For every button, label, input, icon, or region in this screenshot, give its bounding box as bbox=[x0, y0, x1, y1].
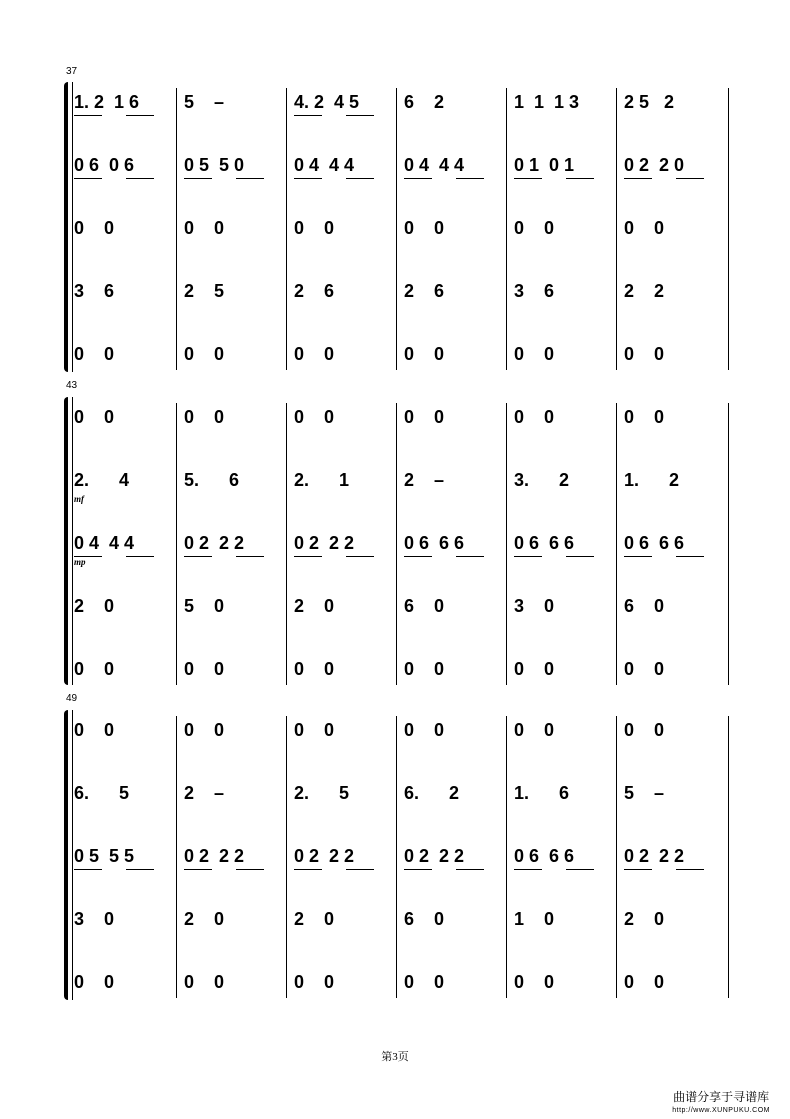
beam-line bbox=[404, 869, 432, 870]
notation-cell: 0 2 2 2 bbox=[294, 846, 355, 866]
beam-line bbox=[676, 869, 704, 870]
notation-cell: 2 – bbox=[184, 783, 225, 803]
beam-line bbox=[236, 178, 264, 179]
notation-cell: 6 0 bbox=[404, 909, 445, 929]
notation-cell: 2 2 bbox=[624, 281, 665, 301]
beam-line bbox=[624, 178, 652, 179]
notation-cell: 0 0 bbox=[624, 344, 665, 364]
beam-line bbox=[294, 178, 322, 179]
notation-cell: 2 6 bbox=[404, 281, 445, 301]
system-brace bbox=[64, 397, 68, 685]
notation-cell: 0 0 bbox=[74, 720, 115, 740]
barline bbox=[396, 716, 397, 998]
notation-cell: 2 0 bbox=[74, 596, 115, 616]
notation-cell: 2 0 bbox=[294, 596, 335, 616]
beam-line bbox=[74, 869, 102, 870]
watermark bbox=[672, 1090, 770, 1118]
notation-cell: 0 0 bbox=[514, 720, 555, 740]
notation-cell: 5. 6 bbox=[184, 470, 240, 490]
beam-line bbox=[74, 115, 102, 116]
system-number: 49 bbox=[66, 693, 78, 704]
beam-line bbox=[456, 556, 484, 557]
notation-cell: 0 0 bbox=[514, 972, 555, 992]
barline bbox=[396, 403, 397, 685]
notation-cell: 0 4 4 4 bbox=[294, 155, 355, 175]
notation-cell: 0 6 0 6 bbox=[74, 155, 135, 175]
watermark-url: http://www.XUNPUKU.COM bbox=[672, 1107, 770, 1114]
notation-cell: 0 0 bbox=[294, 344, 335, 364]
notation-cell: 3 6 bbox=[514, 281, 555, 301]
barline bbox=[616, 88, 617, 370]
beam-line bbox=[514, 556, 542, 557]
notation-cell: 0 0 bbox=[294, 972, 335, 992]
notation-cell: 0 2 2 2 bbox=[624, 846, 685, 866]
notation-cell: 0 0 bbox=[514, 659, 555, 679]
notation-cell: 0 0 bbox=[404, 659, 445, 679]
notation-cell: 2 – bbox=[404, 470, 445, 490]
beam-line bbox=[294, 869, 322, 870]
notation-cell: 0 0 bbox=[74, 407, 115, 427]
notation-cell: 3 0 bbox=[514, 596, 555, 616]
beam-line bbox=[566, 178, 594, 179]
notation-cell: 0 0 bbox=[514, 218, 555, 238]
notation-cell: 0 0 bbox=[404, 720, 445, 740]
notation-cell: 0 0 bbox=[74, 972, 115, 992]
notation-cell: 0 0 bbox=[404, 344, 445, 364]
beam-line bbox=[74, 178, 102, 179]
dynamic-mark: mp bbox=[74, 557, 86, 567]
beam-line bbox=[624, 869, 652, 870]
notation-cell: 0 5 5 5 bbox=[74, 846, 135, 866]
barline bbox=[176, 403, 177, 685]
beam-line bbox=[346, 869, 374, 870]
barline bbox=[506, 716, 507, 998]
notation-cell: 0 4 4 4 bbox=[404, 155, 465, 175]
beam-line bbox=[236, 556, 264, 557]
notation-cell: 4. 2 4 5 bbox=[294, 92, 360, 112]
notation-cell: 0 5 5 0 bbox=[184, 155, 245, 175]
notation-cell: 0 0 bbox=[184, 720, 225, 740]
notation-cell: 6. 2 bbox=[404, 783, 460, 803]
beam-line bbox=[126, 869, 154, 870]
barline bbox=[728, 88, 729, 370]
beam-line bbox=[126, 115, 154, 116]
notation-cell: 0 0 bbox=[294, 720, 335, 740]
notation-cell: 2 0 bbox=[294, 909, 335, 929]
notation-cell: 0 0 bbox=[404, 407, 445, 427]
beam-line bbox=[404, 178, 432, 179]
notation-cell: 2 5 2 bbox=[624, 92, 675, 112]
notation-cell: 6 0 bbox=[404, 596, 445, 616]
notation-cell: 6 2 bbox=[404, 92, 445, 112]
notation-cell: 0 0 bbox=[184, 344, 225, 364]
notation-cell: 1 0 bbox=[514, 909, 555, 929]
notation-cell: 0 0 bbox=[624, 218, 665, 238]
system-number: 43 bbox=[66, 380, 78, 391]
barline bbox=[396, 88, 397, 370]
notation-cell: 3. 2 bbox=[514, 470, 570, 490]
barline bbox=[616, 716, 617, 998]
notation-cell: 0 0 bbox=[184, 218, 225, 238]
notation-cell: 0 0 bbox=[294, 659, 335, 679]
notation-cell: 3 6 bbox=[74, 281, 115, 301]
notation-cell: 0 1 0 1 bbox=[514, 155, 575, 175]
notation-cell: 2 6 bbox=[294, 281, 335, 301]
notation-cell: 0 0 bbox=[184, 407, 225, 427]
dynamic-mark: mf bbox=[74, 494, 84, 504]
notation-cell: 0 2 2 2 bbox=[404, 846, 465, 866]
notation-cell: 0 6 6 6 bbox=[514, 533, 575, 553]
notation-cell: 2. 1 bbox=[294, 470, 350, 490]
notation-cell: 6 0 bbox=[624, 596, 665, 616]
notation-cell: 0 0 bbox=[624, 407, 665, 427]
system-brace bbox=[64, 82, 68, 372]
notation-cell: 0 4 4 4 bbox=[74, 533, 135, 553]
notation-cell: 1. 2 1 6 bbox=[74, 92, 140, 112]
beam-line bbox=[346, 178, 374, 179]
notation-cell: 0 0 bbox=[404, 218, 445, 238]
beam-line bbox=[624, 556, 652, 557]
notation-cell: 0 0 bbox=[184, 972, 225, 992]
barline bbox=[728, 403, 729, 685]
notation-cell: 0 6 6 6 bbox=[404, 533, 465, 553]
beam-line bbox=[404, 556, 432, 557]
notation-cell: 0 6 6 6 bbox=[514, 846, 575, 866]
notation-cell: 0 0 bbox=[624, 659, 665, 679]
beam-line bbox=[184, 869, 212, 870]
beam-line bbox=[184, 178, 212, 179]
notation-cell: 2. 4 bbox=[74, 470, 130, 490]
beam-line bbox=[456, 178, 484, 179]
beam-line bbox=[566, 556, 594, 557]
barline bbox=[616, 403, 617, 685]
notation-cell: 0 0 bbox=[404, 972, 445, 992]
notation-cell: 5 – bbox=[184, 92, 225, 112]
barline bbox=[286, 403, 287, 685]
beam-line bbox=[126, 556, 154, 557]
notation-cell: 0 0 bbox=[514, 407, 555, 427]
beam-line bbox=[676, 556, 704, 557]
system-number: 37 bbox=[66, 66, 78, 77]
beam-line bbox=[566, 869, 594, 870]
notation-cell: 0 0 bbox=[74, 659, 115, 679]
notation-cell: 2 0 bbox=[184, 909, 225, 929]
beam-line bbox=[346, 115, 374, 116]
beam-line bbox=[346, 556, 374, 557]
notation-cell: 0 0 bbox=[624, 720, 665, 740]
barline bbox=[728, 716, 729, 998]
beam-line bbox=[676, 178, 704, 179]
beam-line bbox=[126, 178, 154, 179]
beam-line bbox=[294, 556, 322, 557]
notation-cell: 2. 5 bbox=[294, 783, 350, 803]
notation-cell: 0 2 2 2 bbox=[184, 533, 245, 553]
notation-cell: 0 0 bbox=[294, 407, 335, 427]
barline bbox=[506, 403, 507, 685]
system-brace bbox=[64, 710, 68, 1000]
barline bbox=[176, 716, 177, 998]
notation-cell: 0 0 bbox=[74, 218, 115, 238]
notation-cell: 0 6 6 6 bbox=[624, 533, 685, 553]
notation-cell: 0 0 bbox=[294, 218, 335, 238]
notation-cell: 5 – bbox=[624, 783, 665, 803]
notation-cell: 0 2 2 2 bbox=[294, 533, 355, 553]
notation-cell: 2 0 bbox=[624, 909, 665, 929]
beam-line bbox=[294, 115, 322, 116]
notation-cell: 0 2 2 0 bbox=[624, 155, 685, 175]
beam-line bbox=[184, 556, 212, 557]
barline bbox=[506, 88, 507, 370]
beam-line bbox=[456, 869, 484, 870]
notation-cell: 0 2 2 2 bbox=[184, 846, 245, 866]
beam-line bbox=[236, 869, 264, 870]
page-number: 第3页 bbox=[381, 1051, 409, 1063]
beam-line bbox=[514, 869, 542, 870]
notation-cell: 1. 2 bbox=[624, 470, 680, 490]
notation-cell: 2 5 bbox=[184, 281, 225, 301]
notation-cell: 0 0 bbox=[514, 344, 555, 364]
notation-cell: 0 0 bbox=[624, 972, 665, 992]
notation-cell: 5 0 bbox=[184, 596, 225, 616]
beam-line bbox=[514, 178, 542, 179]
barline bbox=[286, 716, 287, 998]
barline bbox=[176, 88, 177, 370]
notation-cell: 1 1 1 3 bbox=[514, 92, 580, 112]
barline bbox=[286, 88, 287, 370]
notation-cell: 0 0 bbox=[74, 344, 115, 364]
notation-cell: 1. 6 bbox=[514, 783, 570, 803]
notation-cell: 0 0 bbox=[184, 659, 225, 679]
watermark-title: 曲谱分享于寻谱库 bbox=[673, 1090, 770, 1104]
notation-cell: 3 0 bbox=[74, 909, 115, 929]
notation-cell: 6. 5 bbox=[74, 783, 130, 803]
